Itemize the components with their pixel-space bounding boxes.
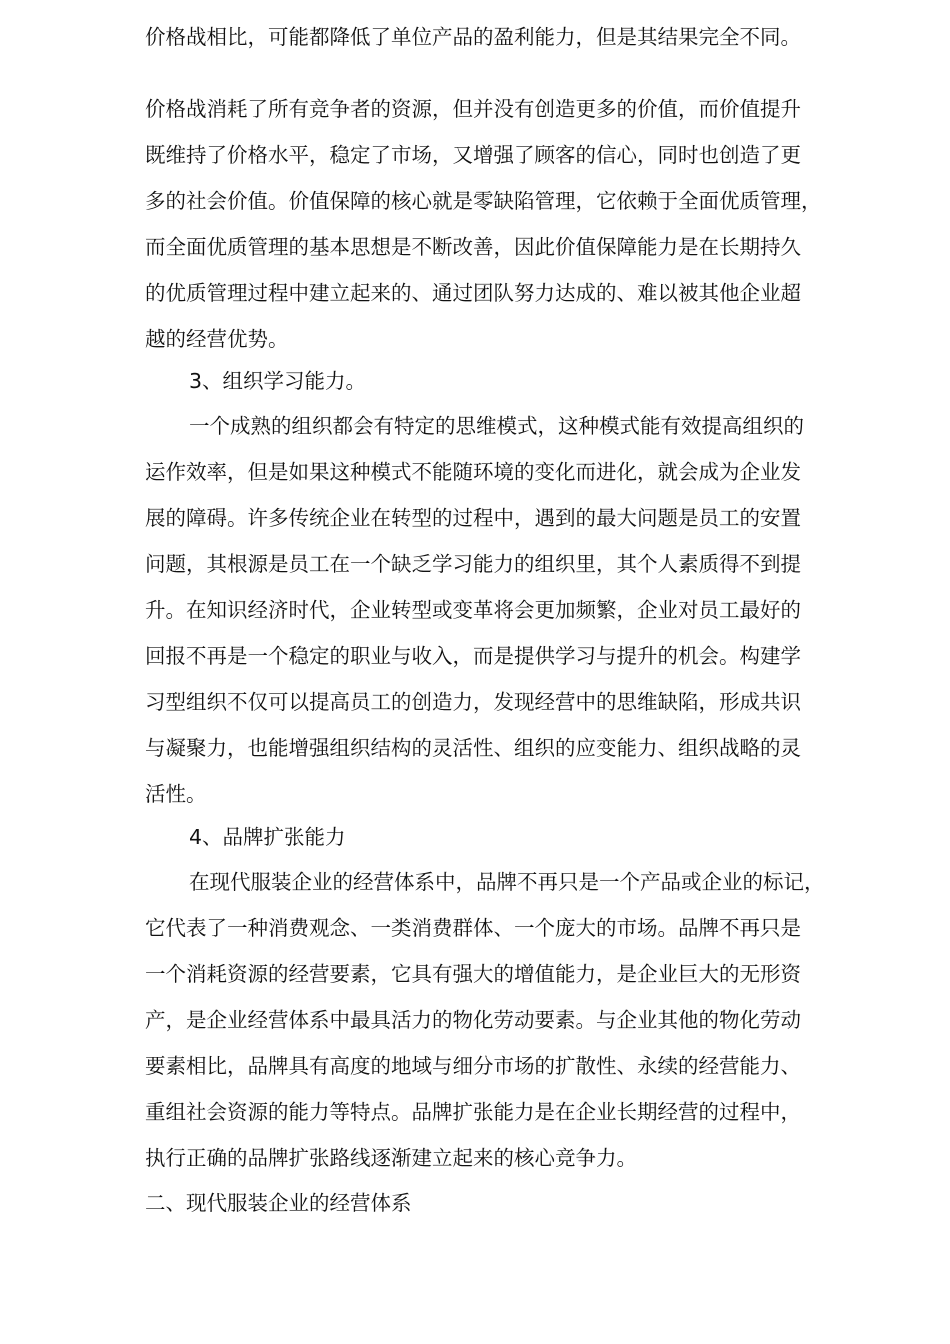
text-line: 活性。 bbox=[145, 782, 207, 806]
text-line: 产，是企业经营体系中最具活力的物化劳动要素。与企业其他的物化劳动 bbox=[145, 1008, 801, 1032]
section-heading: 4、品牌扩张能力 bbox=[189, 825, 346, 849]
text-line: 多的社会价值。价值保障的核心就是零缺陷管理，它依赖于全面优质管理， bbox=[145, 189, 822, 213]
text-line: 重组社会资源的能力等特点。品牌扩张能力是在企业长期经营的过程中， bbox=[145, 1100, 801, 1124]
text-line: 价格战消耗了所有竞争者的资源，但并没有创造更多的价值，而价值提升 bbox=[145, 97, 801, 121]
chapter-heading: 二、现代服装企业的经营体系 bbox=[145, 1191, 412, 1215]
text-line: 的优质管理过程中建立起来的、通过团队努力达成的、难以被其他企业超 bbox=[145, 281, 801, 305]
text-line: 它代表了一种消费观念、一类消费群体、一个庞大的市场。品牌不再只是 bbox=[145, 916, 801, 940]
text-line: 执行正确的品牌扩张路线逐渐建立起来的核心竞争力。 bbox=[145, 1146, 637, 1170]
text-line: 而全面优质管理的基本思想是不断改善，因此价值保障能力是在长期持久 bbox=[145, 235, 801, 259]
text-line: 升。在知识经济时代，企业转型或变革将会更加频繁，企业对员工最好的 bbox=[145, 598, 801, 622]
text-line: 一个消耗资源的经营要素，它具有强大的增值能力，是企业巨大的无形资 bbox=[145, 962, 801, 986]
text-line: 回报不再是一个稳定的职业与收入，而是提供学习与提升的机会。构建学 bbox=[145, 644, 801, 668]
text-line: 与凝聚力，也能增强组织结构的灵活性、组织的应变能力、组织战略的灵 bbox=[145, 736, 801, 760]
text-line: 越的经营优势。 bbox=[145, 327, 289, 351]
text-line: 习型组织不仅可以提高员工的创造力，发现经营中的思维缺陷，形成共识 bbox=[145, 690, 801, 714]
section-heading: 3、组织学习能力。 bbox=[189, 369, 367, 393]
text-line: 要素相比，品牌具有高度的地域与细分市场的扩散性、永续的经营能力、 bbox=[145, 1054, 801, 1078]
text-line: 价格战相比，可能都降低了单位产品的盈利能力，但是其结果完全不同。 bbox=[145, 25, 801, 49]
text-line: 问题，其根源是员工在一个缺乏学习能力的组织里，其个人素质得不到提 bbox=[145, 552, 801, 576]
text-line: 在现代服装企业的经营体系中，品牌不再只是一个产品或企业的标记， bbox=[189, 870, 825, 894]
text-line: 展的障碍。许多传统企业在转型的过程中，遇到的最大问题是员工的安置 bbox=[145, 506, 801, 530]
text-line: 既维持了价格水平，稳定了市场，又增强了顾客的信心，同时也创造了更 bbox=[145, 143, 801, 167]
text-line: 运作效率，但是如果这种模式不能随环境的变化而进化，就会成为企业发 bbox=[145, 460, 801, 484]
text-line: 一个成熟的组织都会有特定的思维模式，这种模式能有效提高组织的 bbox=[189, 414, 804, 438]
